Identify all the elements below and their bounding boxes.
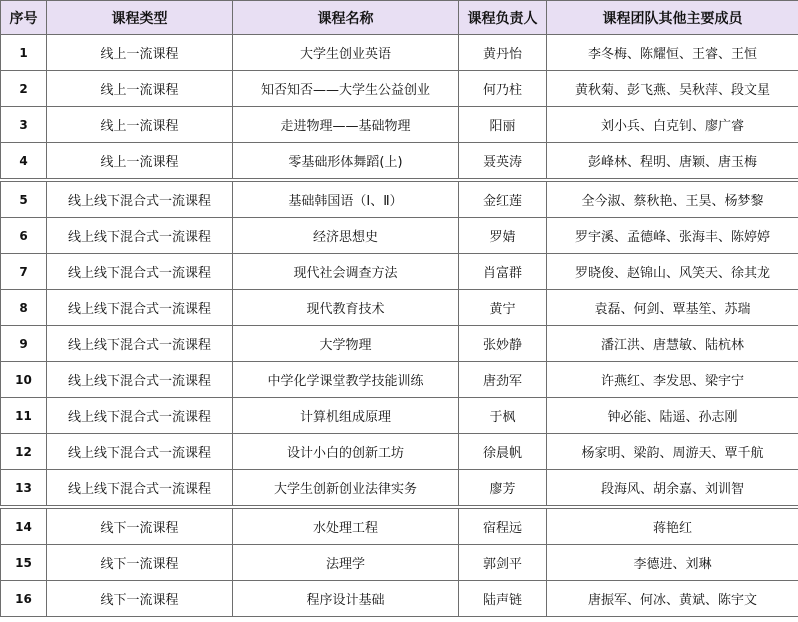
table-row (1, 71, 798, 107)
table-row (1, 107, 798, 143)
cell-course-type: 线上线下混合式一流课程 (47, 218, 233, 254)
table-body (1, 35, 798, 617)
cell-index: 11 (1, 398, 47, 434)
table-row (1, 362, 798, 398)
cell-team-members: 杨家明、梁韵、周游天、覃千航 (547, 434, 798, 470)
table-row (1, 218, 798, 254)
cell-course-type: 线上线下混合式一流课程 (47, 434, 233, 470)
cell-course-name: 现代教育技术 (233, 290, 459, 326)
cell-course-name: 水处理工程 (233, 507, 459, 545)
cell-course-name: 中学化学课堂教学技能训练 (233, 362, 459, 398)
cell-course-lead: 金红莲 (459, 180, 547, 218)
cell-course-name: 程序设计基础 (233, 581, 459, 617)
cell-course-type: 线上线下混合式一流课程 (47, 398, 233, 434)
table-row (1, 398, 798, 434)
cell-course-name: 法理学 (233, 545, 459, 581)
cell-index: 1 (1, 35, 47, 71)
cell-team-members: 潘江洪、唐慧敏、陆杭林 (547, 326, 798, 362)
table-row (1, 434, 798, 470)
cell-course-type: 线上一流课程 (47, 35, 233, 71)
cell-course-name: 大学物理 (233, 326, 459, 362)
cell-course-name: 零基础形体舞蹈(上) (233, 143, 459, 181)
cell-index: 8 (1, 290, 47, 326)
cell-team-members: 钟必能、陆遥、孙志刚 (547, 398, 798, 434)
table-row (1, 290, 798, 326)
cell-course-lead: 黄丹怡 (459, 35, 547, 71)
cell-index: 9 (1, 326, 47, 362)
cell-course-lead: 徐晨帆 (459, 434, 547, 470)
cell-course-lead: 于枫 (459, 398, 547, 434)
cell-course-name: 现代社会调查方法 (233, 254, 459, 290)
cell-course-lead: 郭剑平 (459, 545, 547, 581)
header-row (1, 1, 798, 35)
table-row (1, 326, 798, 362)
table-row (1, 545, 798, 581)
cell-course-lead: 张妙静 (459, 326, 547, 362)
cell-team-members: 全今淑、蔡秋艳、王昊、杨梦黎 (547, 180, 798, 218)
cell-index: 2 (1, 71, 47, 107)
table-row (1, 143, 798, 181)
cell-course-lead: 阳丽 (459, 107, 547, 143)
cell-index: 12 (1, 434, 47, 470)
cell-course-type: 线下一流课程 (47, 545, 233, 581)
header-index: 序号 (1, 1, 47, 35)
cell-index: 15 (1, 545, 47, 581)
cell-team-members: 李德进、刘琳 (547, 545, 798, 581)
cell-course-name: 计算机组成原理 (233, 398, 459, 434)
cell-team-members: 罗宇溪、孟德峰、张海丰、陈婷婷 (547, 218, 798, 254)
cell-course-type: 线下一流课程 (47, 507, 233, 545)
cell-team-members: 黄秋菊、彭飞燕、吴秋萍、段文星 (547, 71, 798, 107)
cell-course-type: 线上一流课程 (47, 107, 233, 143)
cell-course-lead: 宿程远 (459, 507, 547, 545)
cell-course-lead: 廖芳 (459, 470, 547, 508)
cell-index: 3 (1, 107, 47, 143)
cell-course-name: 大学生创业英语 (233, 35, 459, 71)
header-team-members: 课程团队其他主要成员 (547, 1, 798, 35)
cell-index: 4 (1, 143, 47, 181)
cell-index: 6 (1, 218, 47, 254)
cell-team-members: 彭峰林、程明、唐颖、唐玉梅 (547, 143, 798, 181)
cell-course-lead: 聂英涛 (459, 143, 547, 181)
cell-course-type: 线上线下混合式一流课程 (47, 362, 233, 398)
cell-course-name: 经济思想史 (233, 218, 459, 254)
cell-index: 13 (1, 470, 47, 508)
cell-course-lead: 陆声链 (459, 581, 547, 617)
cell-team-members: 袁磊、何剑、覃基笙、苏瑞 (547, 290, 798, 326)
table-row (1, 180, 798, 218)
table-row (1, 35, 798, 71)
cell-course-type: 线上线下混合式一流课程 (47, 470, 233, 508)
table-row (1, 507, 798, 545)
cell-index: 10 (1, 362, 47, 398)
cell-course-lead: 何乃柱 (459, 71, 547, 107)
header-course-name: 课程名称 (233, 1, 459, 35)
cell-course-type: 线上线下混合式一流课程 (47, 326, 233, 362)
header-course-lead: 课程负责人 (459, 1, 547, 35)
cell-course-name: 走进物理——基础物理 (233, 107, 459, 143)
cell-team-members: 罗晓俊、赵锦山、风笑天、徐其龙 (547, 254, 798, 290)
cell-course-lead: 黄宁 (459, 290, 547, 326)
table-row (1, 470, 798, 508)
cell-index: 16 (1, 581, 47, 617)
cell-course-type: 线上线下混合式一流课程 (47, 180, 233, 218)
table-header (1, 1, 798, 35)
table-row (1, 254, 798, 290)
cell-course-type: 线上线下混合式一流课程 (47, 254, 233, 290)
cell-index: 5 (1, 180, 47, 218)
cell-course-lead: 罗婧 (459, 218, 547, 254)
cell-course-lead: 肖富群 (459, 254, 547, 290)
cell-course-name: 大学生创新创业法律实务 (233, 470, 459, 508)
cell-course-type: 线下一流课程 (47, 581, 233, 617)
table-row (1, 581, 798, 617)
cell-team-members: 李冬梅、陈耀恒、王睿、王恒 (547, 35, 798, 71)
cell-course-lead: 唐劲军 (459, 362, 547, 398)
cell-course-type: 线上一流课程 (47, 143, 233, 181)
cell-team-members: 蒋艳红 (547, 507, 798, 545)
cell-team-members: 唐振军、何冰、黄斌、陈宇文 (547, 581, 798, 617)
cell-team-members: 刘小兵、白克钊、廖广睿 (547, 107, 798, 143)
cell-course-type: 线上线下混合式一流课程 (47, 290, 233, 326)
cell-course-name: 基础韩国语（Ⅰ、Ⅱ） (233, 180, 459, 218)
cell-index: 14 (1, 507, 47, 545)
cell-index: 7 (1, 254, 47, 290)
cell-team-members: 段海风、胡余嘉、刘训智 (547, 470, 798, 508)
cell-team-members: 许燕红、李发思、梁宇宁 (547, 362, 798, 398)
cell-course-name: 知否知否——大学生公益创业 (233, 71, 459, 107)
cell-course-name: 设计小白的创新工坊 (233, 434, 459, 470)
header-course-type: 课程类型 (47, 1, 233, 35)
cell-course-type: 线上一流课程 (47, 71, 233, 107)
